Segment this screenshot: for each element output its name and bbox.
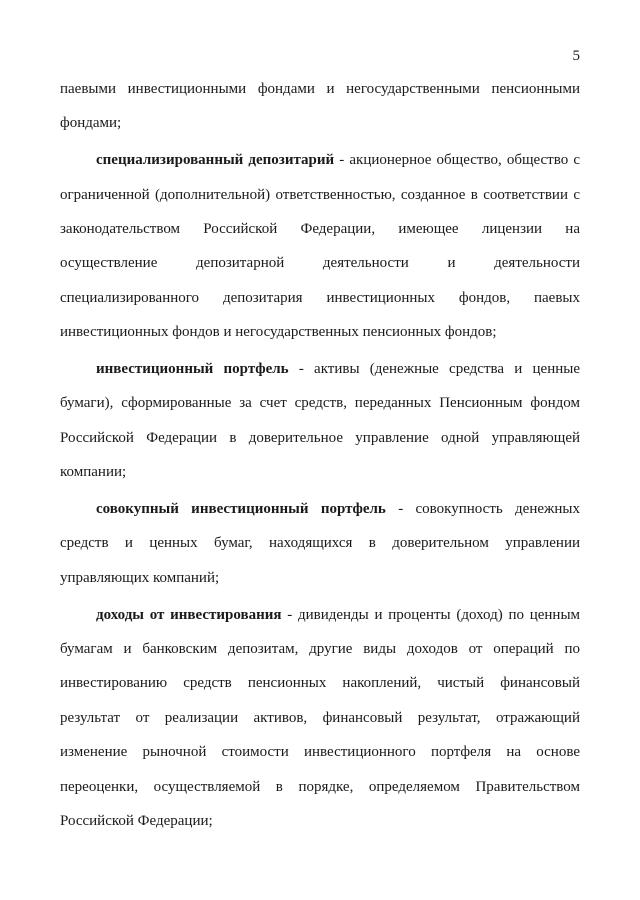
definition-text: - акционерное общество, общество с ограниченной (дополнительной) ответственностью, созданное в соответствии с законодательством Российской Федерации, имеющее лицензии на осуществление депозитарной деятельности и деятельности специализированного депозитария инвестиционных фондов, паевых инвестиционных фондов и негосударственных пенсионных фондов;	[60, 152, 580, 341]
definition-text: - активы (денежные средства и ценные бумаги), сформированные за счет средств, переданных Пенсионным фондом Российской Федерации в доверительное управление одной управляющей компании;	[60, 361, 581, 481]
document-body	[60, 72, 580, 841]
defined-term: инвестиционный портфель	[96, 361, 289, 378]
continuation-paragraph	[60, 72, 580, 141]
defined-term: доходы от инвестирования	[96, 606, 282, 623]
definition-investment-income	[60, 598, 580, 839]
definition-text: - дивиденды и проценты (доход) по ценным бумагам и банковским депозитам, другие виды доходов от операций по инвестированию средств пенсионных накоплений, чистый финансовый результат от реализации активов, финансовый результат, отражающий изменение рыночной стоимости инвестиционного портфеля на основе переоценки, осуществляемой в порядке, определяемом Правительством Российской Федерации;	[60, 606, 581, 830]
definition-investment-portfolio	[60, 352, 580, 490]
paragraph-text: паевыми инвестиционными фондами и негосударственными пенсионными фондами;	[60, 81, 580, 132]
definition-aggregate-portfolio	[60, 492, 580, 595]
definition-text: - совокупность денежных средств и ценных бумаг, находящихся в доверительном управлении управляющих компаний;	[60, 501, 580, 586]
defined-term: совокупный инвестиционный портфель	[96, 501, 386, 518]
definition-specialized-depositary	[60, 143, 580, 349]
page-number: 5	[572, 48, 580, 64]
defined-term: специализированный депозитарий	[96, 152, 335, 169]
